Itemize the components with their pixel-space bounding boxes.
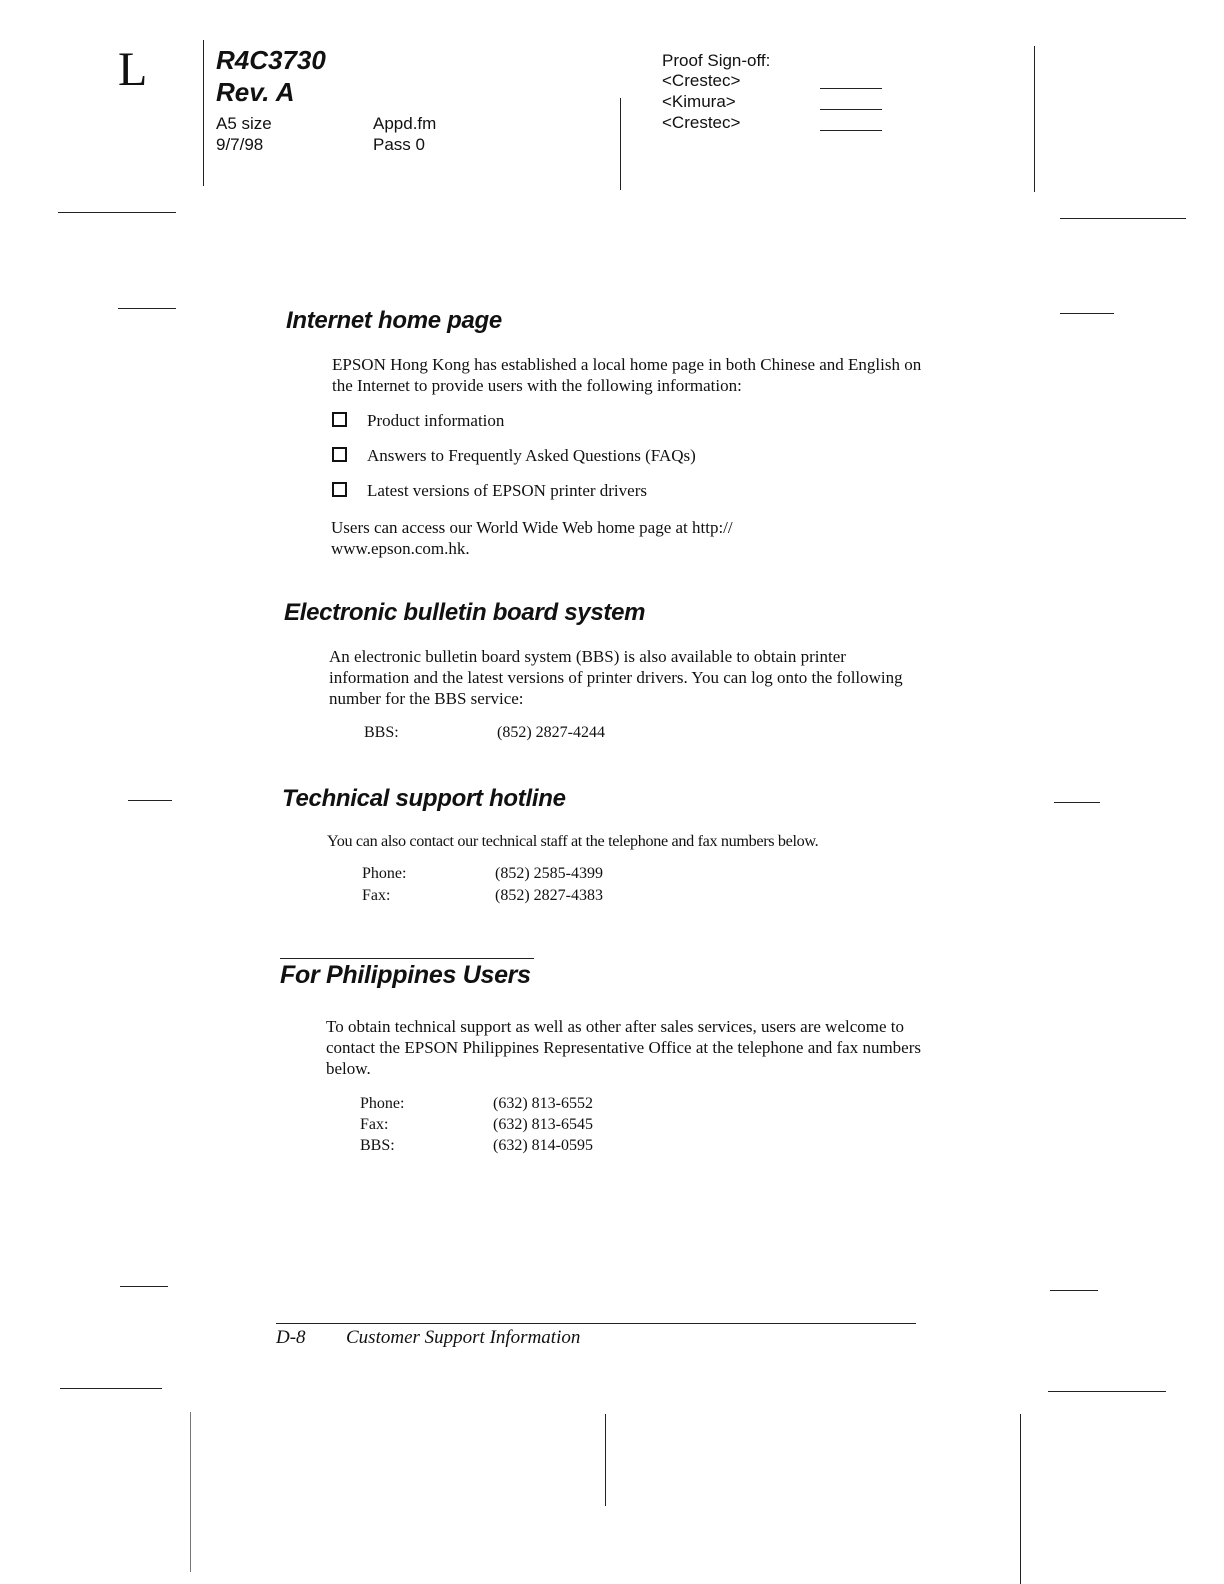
crop-mark <box>1060 218 1186 219</box>
proof-entry: <Crestec> <box>662 113 741 132</box>
header-left-rule <box>203 40 204 186</box>
internet-intro: EPSON Hong Kong has established a local home page in both Chinese and English on the Internet to provide users with the following information: <box>332 355 922 395</box>
bbs-intro: An electronic bulletin board system (BBS) is also available to obtain printer information and the latest versions of printer drivers. You can log onto the following number for the BBS service: <box>329 647 903 708</box>
crop-mark <box>1048 1391 1166 1392</box>
contact-label: Phone: <box>362 865 407 882</box>
checkbox-bullet-icon <box>332 412 347 427</box>
contact-row <box>360 1114 593 1136</box>
header-middle-rule <box>620 98 621 190</box>
crop-mark <box>1054 802 1100 803</box>
list-item <box>332 445 696 466</box>
contact-row <box>362 885 603 907</box>
contact-value: (852) 2585-4399 <box>495 865 603 882</box>
section-title-bbs: Electronic bulletin board system <box>284 599 646 626</box>
corner-mark: L <box>118 43 148 96</box>
proof-entry: <Kimura> <box>662 92 736 111</box>
document-id: R4C3730 <box>216 45 326 75</box>
contact-label: Phone: <box>360 1095 405 1112</box>
list-item-text: Latest versions of EPSON printer drivers <box>367 481 647 500</box>
internet-outro: Users can access our World Wide Web home page at http:// www.epson.com.hk. <box>331 518 733 558</box>
crop-mark <box>1060 313 1114 314</box>
page-size-label: A5 size <box>216 114 272 133</box>
page-footer <box>276 1327 580 1349</box>
contact-value: (632) 813-6552 <box>493 1095 593 1112</box>
contact-value: (852) 2827-4244 <box>497 724 605 741</box>
document-revision: Rev. A <box>216 77 295 107</box>
section-title-hotline: Technical support hotline <box>282 785 566 812</box>
crop-mark <box>1050 1290 1098 1291</box>
contact-label: Fax: <box>360 1116 389 1133</box>
crop-mark <box>118 308 176 309</box>
crop-mark <box>128 800 172 801</box>
date-label: 9/7/98 <box>216 135 264 154</box>
crop-mark <box>60 1388 162 1389</box>
footer-rule <box>276 1323 916 1324</box>
page-number: D-8 <box>276 1327 306 1348</box>
contact-label: Fax: <box>362 887 391 904</box>
proof-signoff-title: Proof Sign-off: <box>662 51 771 70</box>
contact-row <box>362 863 603 885</box>
signoff-line <box>820 88 882 89</box>
chapter-title: Customer Support Information <box>346 1327 581 1348</box>
signoff-line <box>820 130 882 131</box>
section-rule <box>280 958 534 959</box>
contact-label: BBS: <box>360 1137 395 1154</box>
philippines-intro: To obtain technical support as well as other after sales services, users are welcome to contact the EPSON Philippines Representative Office at the telephone and fax numbers below. <box>326 1017 921 1078</box>
crop-mark <box>1020 1414 1021 1584</box>
checkbox-bullet-icon <box>332 482 347 497</box>
pass-label: Pass 0 <box>373 135 425 154</box>
list-item-text: Answers to Frequently Asked Questions (FAQs) <box>367 446 696 465</box>
contact-row <box>364 722 605 744</box>
crop-mark <box>605 1414 606 1506</box>
contact-value: (632) 814-0595 <box>493 1137 593 1154</box>
filename-label: Appd.fm <box>373 114 437 133</box>
contact-row <box>360 1135 593 1157</box>
contact-row <box>360 1093 593 1115</box>
header-right-rule <box>1034 46 1035 192</box>
contact-label: BBS: <box>364 724 399 741</box>
list-item-text: Product information <box>367 411 505 430</box>
crop-mark <box>58 212 176 213</box>
proof-entry: <Crestec> <box>662 71 741 90</box>
list-item <box>332 410 504 431</box>
signoff-line <box>820 109 882 110</box>
list-item <box>332 480 647 501</box>
contact-value: (632) 813-6545 <box>493 1116 593 1133</box>
checkbox-bullet-icon <box>332 447 347 462</box>
crop-mark <box>120 1286 168 1287</box>
crop-mark <box>190 1412 191 1572</box>
contact-value: (852) 2827-4383 <box>495 887 603 904</box>
section-title-internet: Internet home page <box>286 307 502 334</box>
section-title-philippines: For Philippines Users <box>280 961 531 989</box>
hotline-intro: You can also contact our technical staff at the telephone and fax numbers below. <box>327 832 819 850</box>
